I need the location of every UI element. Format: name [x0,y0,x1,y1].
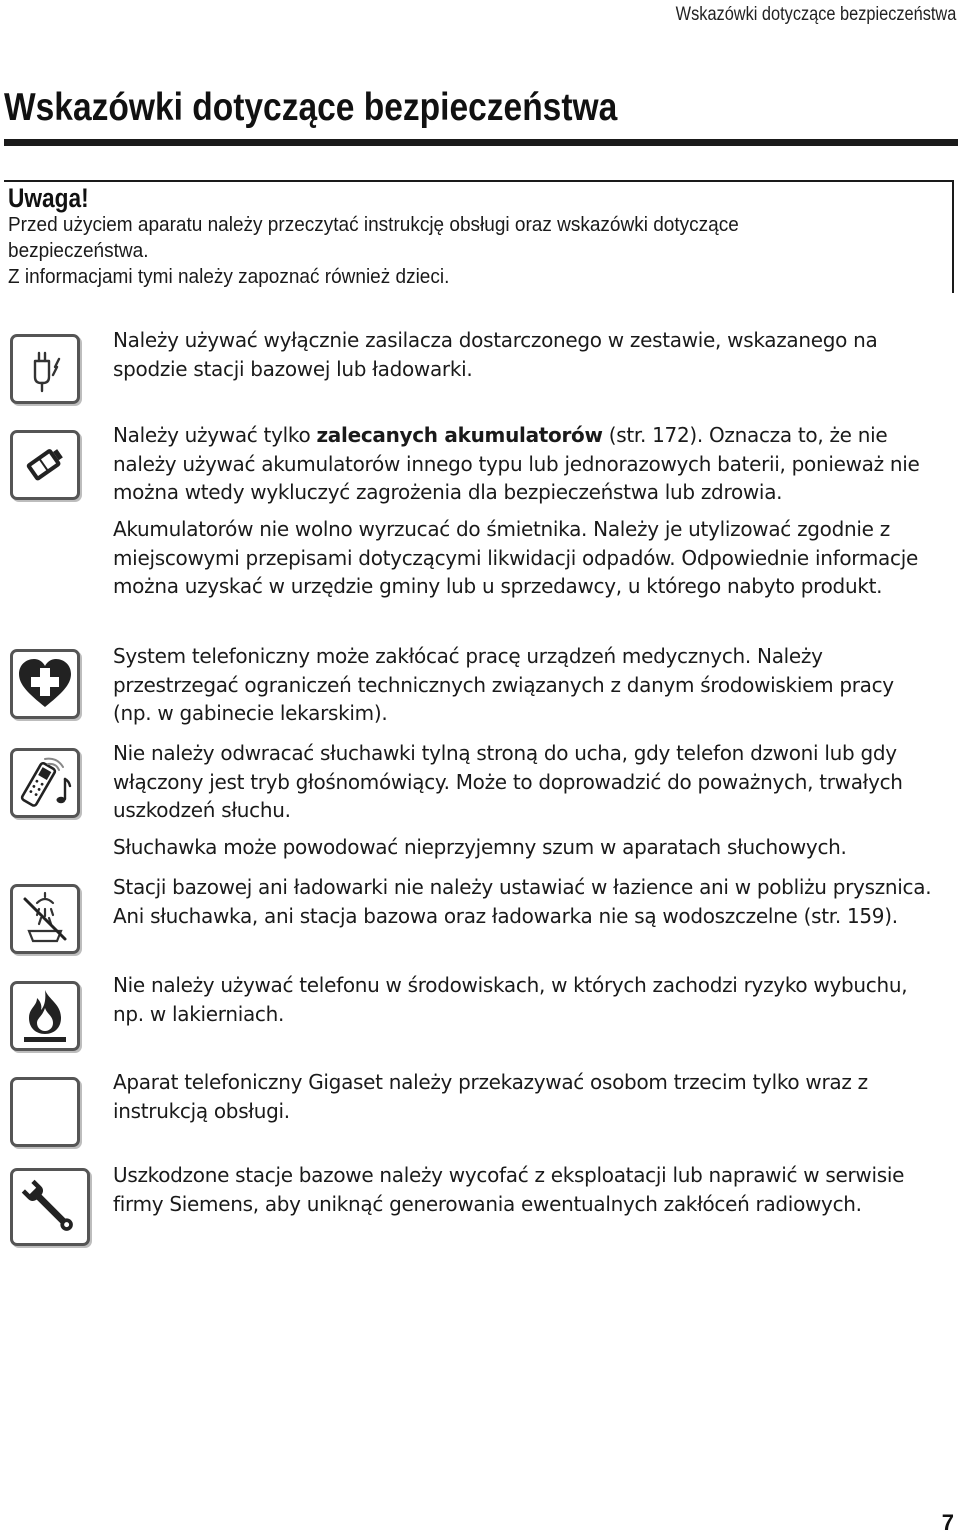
bathroom-warning-text: Stacji bazowej ani ładowarki nie należy ustawiać w łazience ani w pobliżu prysznica. Ani słuchawka, ani stacja bazowa oraz ładowarka nie są wodoszczelne (str. 159). [113,875,932,928]
title-rule [4,139,958,146]
recommended-batteries-emphasis: zalecanych akumulatorów [316,423,603,447]
heart-medical-cross-icon [10,649,80,719]
fire-hazard-icon [10,981,80,1051]
running-header: Wskazówki dotyczące bezpieczeństwa [675,4,956,25]
handset-ear-warning-text: Nie należy odwracać słuchawki tylną stroną do ucha, gdy telefon dzwoni lub gdy włączony jest tryb głośnomówiący. Może to doprowadzić do poważnych, trwałych uszkodzeń słuchu. [113,741,903,822]
notice-line: Z informacjami tymi należy zapoznać również dzieci. [8,266,450,288]
hearing-aids-text: Słuchawka może powodować nieprzyjemny szum w aparatach słuchowych. [113,835,847,859]
wrench-icon [10,1168,90,1246]
page-number: 7 [941,1510,954,1535]
page-title: Wskazówki dotyczące bezpieczeństwa [4,86,618,129]
power-adapter-icon [10,334,80,404]
notice-line: Przed użyciem aparatu należy przeczytać instrukcję obsługi oraz wskazówki dotyczące [8,214,739,236]
battery-disposal-text: Akumulatorów nie wolno wyrzucać do śmietnika. Należy je utylizować zgodnie z miejscowymi przepisami dotyczącymi likwidacji odpadów. Odpowiednie informacje można uzyskać w urzędzie gminy lub u sprzedawcy, u którego nabyto produkt. [113,517,918,598]
battery-text [113,421,937,507]
notice-heading: Uwaga! [8,183,89,213]
explosion-risk-text: Nie należy używać telefonu w środowiskach, w których zachodzi ryzyko wybuchu, np. w lakierniach. [113,973,908,1026]
battery-icon [10,430,80,500]
handset-ringing-icon [10,748,80,818]
battery-text-end: (str. 172). Oznacza to, że nie należy używać akumulatorów innego typu lub jednorazowych baterii, ponieważ nie można wtedy wykluczyć zagrożenia dla bezpieczeństwa lub zdrowia. [113,423,920,504]
damaged-base-text: Uszkodzone stacje bazowe należy wycofać z eksploatacji lub naprawić w serwisie firmy Siemens, aby uniknąć generowania ewentualnych zakłóceń radiowych. [113,1163,905,1216]
blank-icon [10,1077,80,1147]
no-shower-icon [10,884,80,954]
power-supply-text: Należy używać wyłącznie zasilacza dostarczonego w zestawie, wskazanego na spodzie stacji bazowej lub ładowarki. [113,328,878,381]
medical-devices-text: System telefoniczny może zakłócać pracę urządzeń medycznych. Należy przestrzegać ograniczeń technicznych związanych z danym środowiskiem pracy (np. w gabinecie lekarskim). [113,644,894,725]
third-party-text: Aparat telefoniczny Gigaset należy przekazywać osobom trzecim tylko wraz z instrukcją obsługi. [113,1070,868,1123]
battery-text-start: Należy używać tylko [113,423,317,447]
notice-line: bezpieczeństwa. [8,240,149,262]
